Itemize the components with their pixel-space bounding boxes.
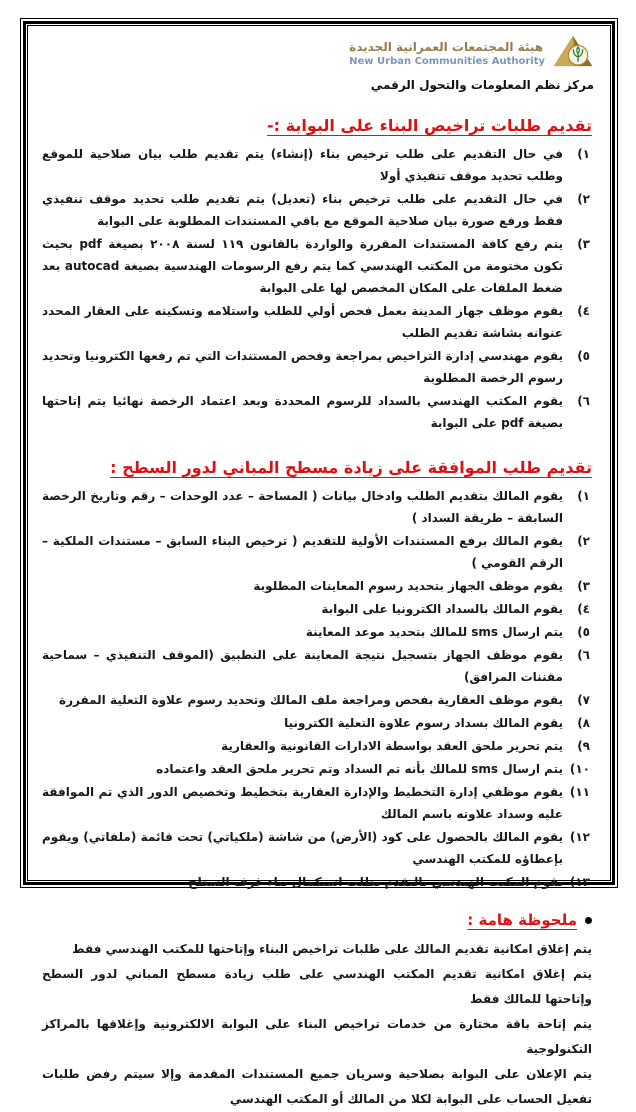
item-number: ٤) — [577, 304, 590, 318]
item-text: يقوم مهندسي إدارة التراخيص بمراجعة وفحص المستندات التي تم رفعها الكترونيا وتحديد رسوم الرخصة المطلوبة — [42, 349, 563, 385]
list-item — [42, 826, 590, 870]
item-number: ١٣) — [569, 875, 590, 889]
list-item — [42, 300, 590, 344]
item-text: يقوم المالك بالحصول على كود (الأرض) من شاشة (ملكياتي) تحت قائمة (ملفاتي) ويقوم بإعطاؤه للمكتب الهندسي — [42, 830, 563, 866]
item-text: في حال التقديم على طلب ترخيص بناء (تعديل) يتم تقديم طلب تحديد موقف تنفيذي فقط ورفع صورة بيان صلاحية الموقع مع باقي المستندات المطلوبة على البوابة — [42, 192, 563, 228]
item-number: ٧) — [577, 693, 590, 707]
item-number: ١١) — [569, 785, 590, 799]
list-item — [42, 871, 590, 893]
important-note-title: ملحوظة هامة : — [467, 911, 577, 929]
item-text: يقوم موظف الجهاز بتحديد رسوم المعاينات المطلوبة — [253, 579, 563, 593]
item-number: ٥) — [577, 349, 590, 363]
item-number: ٤) — [577, 602, 590, 616]
item-number: ١٠) — [569, 762, 590, 776]
important-note-lines — [42, 937, 594, 1112]
department-name: مركز نظم المعلومات والتحول الرقمي — [370, 78, 594, 92]
list-item — [42, 644, 590, 688]
list-item — [42, 758, 590, 780]
item-number: ٥) — [577, 625, 590, 639]
item-text: يتم تحرير ملحق العقد بواسطة الادارات القانونية والعقارية — [221, 739, 563, 753]
note-line: يتم إتاحة باقة مختارة من خدمات تراخيص البناء على البوابة الالكترونية وإغلاقها بالمراكز التكنولوجية — [42, 1017, 592, 1056]
section-title-building-permits: تقديم طلبات تراخيص البناء على البوابة :- — [267, 116, 592, 135]
list-item — [42, 689, 590, 711]
authority-name-arabic: هيئة المجتمعات العمرانية الجديدة — [349, 39, 544, 54]
list-item — [42, 781, 590, 825]
item-text: يتم ارسال sms للمالك بأنه تم السداد وتم تحرير ملحق العقد واعتماده — [156, 762, 563, 776]
item-text: يقوم المالك بسداد رسوم علاوة التعلية الكترونيا — [284, 716, 563, 730]
list-item — [42, 575, 590, 597]
authority-logo-icon — [552, 34, 594, 72]
item-text: يتم رفع كافة المستندات المقررة والواردة بالقانون ١١٩ لسنة ٢٠٠٨ بصيغة pdf بحيث تكون مختومة من المكتب الهندسي كما يتم رفع الرسومات الهندسية بصيغة autocad بعد ضغط الملفات على المكان المخصص لها على البوابة — [42, 237, 563, 295]
item-number: ٣) — [577, 237, 590, 251]
building-permits-steps-list — [42, 143, 590, 434]
item-text: يقوم موظفي إدارة التخطيط والإدارة العقارية بتخطيط وتخصيص الدور الذي تم الموافقة عليه وسداد علاوته باسم المالك — [42, 785, 563, 821]
note-line: يتم إغلاق امكانية تقديم المالك على طلبات تراخيص البناء وإتاحتها للمكتب الهندسي فقط — [72, 942, 592, 956]
item-text: في حال التقديم على طلب ترخيص بناء (إنشاء) يتم تقديم طلب بيان صلاحية للموقع وطلب تحديد موقف تنفيذي أولا — [42, 147, 563, 183]
item-number: ٩) — [577, 739, 590, 753]
list-item — [42, 530, 590, 574]
list-item — [42, 390, 590, 434]
item-number: ٦) — [577, 394, 590, 408]
item-number: ٨) — [577, 716, 590, 730]
item-text: يقوم المالك بالسداد الكترونيا على البوابة — [321, 602, 563, 616]
item-number: ٣) — [577, 579, 590, 593]
item-number: ٢) — [577, 534, 590, 548]
item-number: ١) — [577, 147, 590, 161]
bullet-icon — [585, 917, 592, 924]
roof-area-steps-list — [42, 485, 590, 893]
list-item — [42, 233, 590, 299]
list-item — [42, 735, 590, 757]
item-text: يقوم المالك برفع المستندات الأولية للتقديم ( ترخيص البناء السابق – مستندات الملكية – الرقم القومي ) — [42, 534, 563, 570]
list-item — [42, 485, 590, 529]
item-number: ٢) — [577, 192, 590, 206]
page-border-frame — [20, 18, 618, 1106]
item-text: يقوم المكتب الهندسي بالتقدم بطلب استكمال بناء غرف السطح — [188, 875, 563, 889]
item-text: يقوم المكتب الهندسي بالسداد للرسوم المحددة وبعد اعتماد الرخصة نهائيا يتم إتاحتها بصيغة pdf على البوابة — [42, 394, 563, 430]
list-item — [42, 188, 590, 232]
note-line: يتم إغلاق امكانية تقديم المكتب الهندسي على طلب زيادة مسطح المباني لدور السطح وإتاحتها للمالك فقط — [42, 967, 592, 1006]
authority-name-english: New Urban Communities Authority — [349, 55, 545, 67]
item-text: يقوم المالك بتقديم الطلب وادخال بيانات ( المساحة – عدد الوحدات – رقم وتاريخ الرخصة السابقة – طريقة السداد ) — [42, 489, 563, 525]
item-text: يقوم موظف جهاز المدينة بعمل فحص أولي للطلب واستلامه وتسكينه على العقار المحدد عنوانه بشاشة تقديم الطلب — [42, 304, 563, 340]
list-item — [42, 345, 590, 389]
document-header — [42, 34, 594, 92]
item-number: ١٢) — [569, 830, 590, 844]
item-text: يتم ارسال sms للمالك بتحديد موعد المعاينة — [305, 625, 563, 639]
item-text: يقوم موظف الجهاز بتسجيل نتيجة المعاينة على التطبيق (الموقف التنفيذي – سماحية مقننات المرافق) — [42, 648, 563, 684]
list-item — [42, 712, 590, 734]
section-title-roof-area-increase: تقديم طلب الموافقة على زيادة مسطح المباني لدور السطح : — [110, 458, 592, 477]
item-text: يقوم موظف العقارية بفحص ومراجعة ملف المالك وتحديد رسوم علاوة التعلية المقررة — [59, 693, 563, 707]
important-note-header — [42, 911, 592, 929]
list-item — [42, 598, 590, 620]
note-line: يتم الإعلان على البوابة بصلاحية وسريان جميع المستندات المقدمة وإلا سيتم رفض طلبات تفعيل الحساب على البوابة لكلا من المالك أو المكتب الهندسي — [42, 1067, 592, 1106]
list-item — [42, 621, 590, 643]
item-number: ٦) — [577, 648, 590, 662]
item-number: ١) — [577, 489, 590, 503]
list-item — [42, 143, 590, 187]
